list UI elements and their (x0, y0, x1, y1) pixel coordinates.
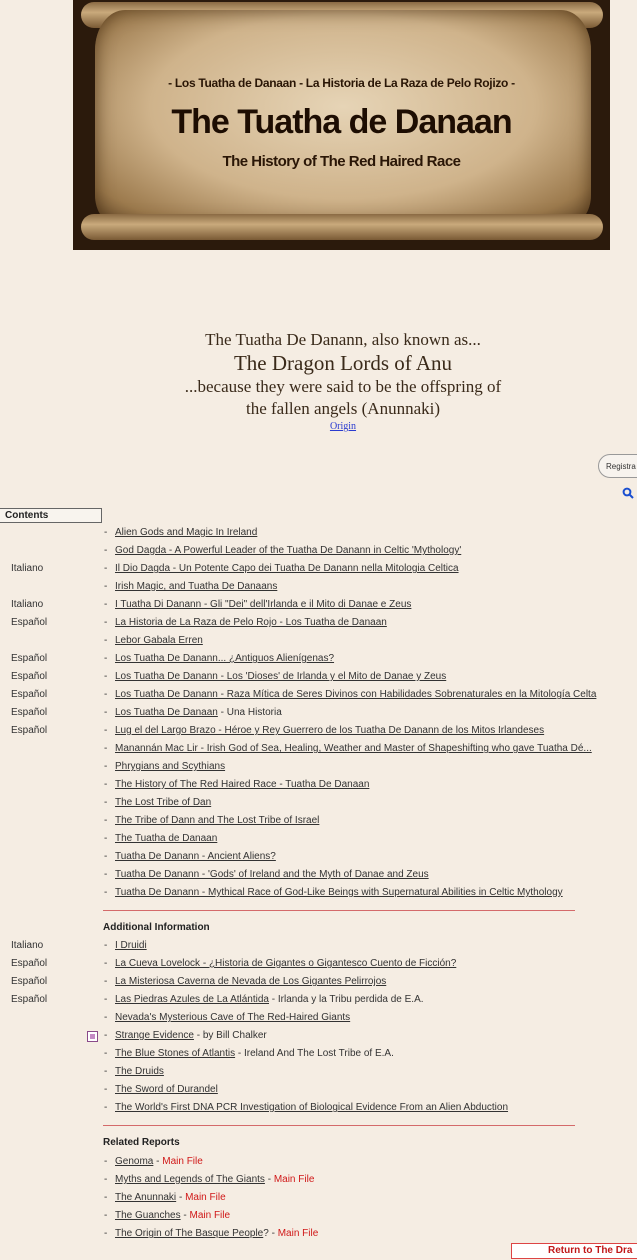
scroll-roll-bottom (81, 214, 603, 240)
article-link[interactable]: Tuatha De Danann - Mythical Race of God-Like Beings with Supernatural Abilities in Celtic Mythology (115, 887, 563, 898)
article-link[interactable]: Strange Evidence (115, 1030, 194, 1041)
list-item (0, 776, 637, 794)
bullet-dash: - (104, 851, 108, 862)
list-item (0, 1099, 637, 1117)
article-suffix: - by Bill Chalker (193, 1030, 267, 1041)
additional-info-heading: Additional Information (103, 922, 210, 933)
item-text (115, 1207, 230, 1225)
bullet-dash: - (104, 689, 108, 700)
article-link[interactable]: The Sword of Durandel (115, 1084, 218, 1095)
banner-subtitle: - Los Tuatha de Danaan - La Historia de La Raza de Pelo Rojizo - (168, 76, 515, 90)
list-item (0, 1189, 637, 1207)
article-link[interactable]: Irish Magic, and Tuatha De Danaans (115, 581, 278, 592)
item-text (115, 686, 596, 704)
section-divider (103, 1125, 575, 1126)
article-link[interactable]: La Misteriosa Caverna de Nevada de Los Gigantes Pelirrojos (115, 976, 387, 987)
list-item (0, 1009, 637, 1027)
item-text (115, 704, 282, 722)
bullet-dash: - (104, 958, 108, 969)
bullet-dash: - (104, 1102, 108, 1113)
list-item (0, 686, 637, 704)
intro-line-4: the fallen angels (Anunnaki) (245, 399, 440, 418)
item-text (115, 866, 429, 884)
language-label: Español (11, 976, 48, 987)
article-link[interactable]: The Guanches (115, 1210, 181, 1221)
item-text (115, 973, 386, 991)
list-item (0, 884, 637, 902)
bullet-dash: - (104, 743, 108, 754)
article-link[interactable]: Tuatha De Danann - Ancient Aliens? (115, 851, 276, 862)
bullet-dash: - (104, 1228, 108, 1239)
main-file-link[interactable]: Main File (162, 1156, 203, 1167)
bullet-dash: - (104, 1066, 108, 1077)
article-link[interactable]: The Lost Tribe of Dan (115, 797, 212, 808)
list-item (0, 1207, 637, 1225)
main-file-link[interactable]: Main File (185, 1192, 226, 1203)
language-label: Español (11, 671, 48, 682)
list-item (0, 1063, 637, 1081)
item-text (115, 1081, 218, 1099)
item-text (115, 884, 563, 902)
article-link[interactable]: Las Piedras Azules de La Atlántida (115, 994, 269, 1005)
bullet-dash: - (104, 581, 108, 592)
item-text (115, 524, 257, 542)
intro-line-3: ...because they were said to be the offspring of (184, 377, 502, 396)
origin-link[interactable]: Origin (329, 421, 357, 432)
article-suffix: - (180, 1210, 190, 1221)
main-file-link[interactable]: Main File (273, 1174, 315, 1185)
register-button[interactable]: Registra (598, 454, 637, 478)
article-link[interactable]: La Historia de La Raza de Pelo Rojo - Los Tuatha de Danaan (115, 617, 387, 628)
list-item (0, 1153, 637, 1171)
language-label: Español (11, 689, 48, 700)
bullet-dash: - (104, 1192, 108, 1203)
item-text (115, 722, 544, 740)
list-item (0, 632, 637, 650)
language-label: Español (11, 994, 48, 1005)
bullet-dash: - (104, 1174, 108, 1185)
article-suffix: ? - (263, 1228, 278, 1239)
list-item (0, 1045, 637, 1063)
list-item (0, 866, 637, 884)
item-text (115, 1027, 267, 1045)
intro-line-2: The Dragon Lords of Anu (233, 351, 453, 375)
item-text (115, 1189, 226, 1207)
item-text (115, 812, 319, 830)
list-item (0, 991, 637, 1009)
pdf-icon[interactable] (87, 1031, 98, 1042)
main-file-link[interactable]: Main File (277, 1228, 319, 1239)
item-text (115, 1063, 164, 1081)
list-item (0, 794, 637, 812)
article-link[interactable]: Los Tuatha De Danann - Los 'Dioses' de Irlanda y el Mito de Danae y Zeus (115, 671, 447, 682)
article-link[interactable]: Los Tuatha De Danaan (115, 707, 218, 718)
list-item (0, 722, 637, 740)
bullet-dash: - (104, 976, 108, 987)
article-link[interactable]: Alien Gods and Magic In Ireland (115, 527, 258, 538)
section-divider (103, 910, 575, 911)
article-suffix: - Ireland And The Lost Tribe of E.A. (235, 1048, 394, 1059)
item-text (115, 955, 456, 973)
list-item (0, 830, 637, 848)
bullet-dash: - (104, 887, 108, 898)
contents-header: Contents (0, 508, 102, 523)
bullet-dash: - (104, 563, 108, 574)
return-button[interactable]: Return to The Dra (511, 1243, 637, 1259)
item-text (115, 1153, 203, 1171)
item-text (115, 776, 369, 794)
list-item (0, 812, 637, 830)
article-link[interactable]: Il Dio Dagda - Un Potente Capo dei Tuatha De Danann nella Mitologia Celtica (115, 563, 459, 574)
list-item (0, 614, 637, 632)
article-link[interactable]: The History of The Red Haired Race - Tuatha De Danaan (115, 779, 370, 790)
bullet-dash: - (104, 527, 108, 538)
item-text (115, 668, 446, 686)
bullet-dash: - (104, 994, 108, 1005)
article-link[interactable]: Los Tuatha De Danann - Raza Mítica de Seres Divinos con Habilidades Sobrenaturales en la Mitología Celta (115, 689, 597, 700)
bullet-dash: - (104, 815, 108, 826)
bullet-dash: - (104, 725, 108, 736)
language-label: Español (11, 653, 48, 664)
bullet-dash: - (104, 707, 108, 718)
bullet-dash: - (104, 1210, 108, 1221)
list-item (0, 560, 637, 578)
item-text (115, 830, 217, 848)
item-text (115, 1009, 350, 1027)
list-item (0, 758, 637, 776)
language-label: Italiano (11, 599, 44, 610)
bullet-dash: - (104, 1156, 108, 1167)
article-suffix: - (264, 1174, 274, 1185)
article-link[interactable]: The World's First DNA PCR Investigation of Biological Evidence From an Alien Abduction (115, 1102, 509, 1113)
bullet-dash: - (104, 1012, 108, 1023)
list-item (0, 542, 637, 560)
item-text (115, 542, 461, 560)
bullet-dash: - (104, 599, 108, 610)
article-link[interactable]: The Druids (115, 1066, 164, 1077)
language-label: Español (11, 617, 48, 628)
item-text (115, 632, 203, 650)
item-text (115, 794, 211, 812)
list-item (0, 955, 637, 973)
article-suffix: - (153, 1156, 163, 1167)
item-text (115, 578, 277, 596)
item-text (115, 1045, 394, 1063)
item-text (115, 560, 459, 578)
bullet-dash: - (104, 671, 108, 682)
item-text (115, 1099, 508, 1117)
bullet-dash: - (104, 1030, 108, 1041)
bullet-dash: - (104, 797, 108, 808)
article-link[interactable]: Nevada's Mysterious Cave of The Red-Haired Giants (115, 1012, 351, 1023)
item-text (115, 1171, 314, 1189)
language-label: Español (11, 958, 48, 969)
bullet-dash: - (104, 833, 108, 844)
list-item (0, 704, 637, 722)
article-link[interactable]: The Tuatha de Danaan (115, 833, 218, 844)
language-label: Italiano (11, 563, 44, 574)
article-suffix: - Una Historia (217, 707, 282, 718)
item-text (115, 1225, 318, 1243)
list-item (0, 650, 637, 668)
article-link[interactable]: The Anunnaki (115, 1192, 177, 1203)
article-link[interactable]: Manannán Mac Lir - Irish God of Sea, Healing, Weather and Master of Shapeshifting who gave Tuatha Dé... (115, 743, 592, 754)
banner-title: The Tuatha de Danaan (171, 103, 512, 141)
bullet-dash: - (104, 635, 108, 646)
list-item (0, 1225, 637, 1243)
main-file-link[interactable]: Main File (189, 1210, 231, 1221)
list-item (0, 578, 637, 596)
banner-tagline: The History of The Red Haired Race (222, 153, 461, 170)
article-link[interactable]: La Cueva Lovelock - ¿Historia de Gigantes o Gigantesco Cuento de Ficción? (115, 958, 457, 969)
item-text (115, 937, 147, 955)
language-label: Español (11, 725, 48, 736)
item-text (115, 758, 225, 776)
list-item (0, 937, 637, 955)
article-link[interactable]: I Tuatha Di Danann - Gli "Dei" dell'Irlanda e il Mito di Danae e Zeus (115, 599, 412, 610)
article-link[interactable]: Myths and Legends of The Giants (115, 1174, 265, 1185)
item-text (115, 650, 334, 668)
item-text (115, 740, 592, 758)
item-text (115, 614, 387, 632)
related-reports-heading: Related Reports (103, 1137, 180, 1148)
bullet-dash: - (104, 653, 108, 664)
bullet-dash: - (104, 1084, 108, 1095)
article-suffix: - Irlanda y la Tribu perdida de E.A. (269, 994, 424, 1005)
article-link[interactable]: The Blue Stones of Atlantis (115, 1048, 236, 1059)
article-suffix: - (176, 1192, 186, 1203)
article-link[interactable]: Lug el del Largo Brazo - Héroe y Rey Guerrero de los Tuatha De Danann de los Mitos Irlandeses (115, 725, 545, 736)
article-link[interactable]: Los Tuatha De Danann... ¿Antiguos Alienígenas? (115, 653, 335, 664)
article-link[interactable]: God Dagda - A Powerful Leader of the Tuatha De Danann in Celtic 'Mythology' (115, 545, 462, 556)
language-label: Español (11, 707, 48, 718)
bullet-dash: - (104, 940, 108, 951)
article-link[interactable]: The Origin of The Basque People (115, 1228, 264, 1239)
list-item (0, 524, 637, 542)
list-item (0, 740, 637, 758)
article-link[interactable]: The Tribe of Dann and The Lost Tribe of Israel (115, 815, 320, 826)
bullet-dash: - (104, 545, 108, 556)
header-banner (73, 0, 610, 250)
item-text (115, 596, 411, 614)
bullet-dash: - (104, 779, 108, 790)
bullet-dash: - (104, 761, 108, 772)
article-link[interactable]: Phrygians and Scythians (115, 761, 226, 772)
list-item (0, 973, 637, 991)
list-item (0, 668, 637, 686)
item-text (115, 991, 424, 1009)
article-link[interactable]: I Druidi (115, 940, 147, 951)
item-text (115, 848, 276, 866)
bullet-dash: - (104, 617, 108, 628)
article-link[interactable]: Tuatha De Danann - 'Gods' of Ireland and the Myth of Danae and Zeus (115, 869, 429, 880)
language-label: Italiano (11, 940, 44, 951)
search-icon[interactable] (622, 487, 634, 499)
intro-block (0, 330, 637, 434)
bullet-dash: - (104, 1048, 108, 1059)
bullet-dash: - (104, 869, 108, 880)
article-link[interactable]: Genoma (115, 1156, 154, 1167)
list-item (0, 848, 637, 866)
list-item (0, 596, 637, 614)
intro-line-1: The Tuatha De Danann, also known as... (205, 330, 481, 349)
list-item (0, 1171, 637, 1189)
list-item (0, 1081, 637, 1099)
article-link[interactable]: Lebor Gabala Erren (115, 635, 203, 646)
